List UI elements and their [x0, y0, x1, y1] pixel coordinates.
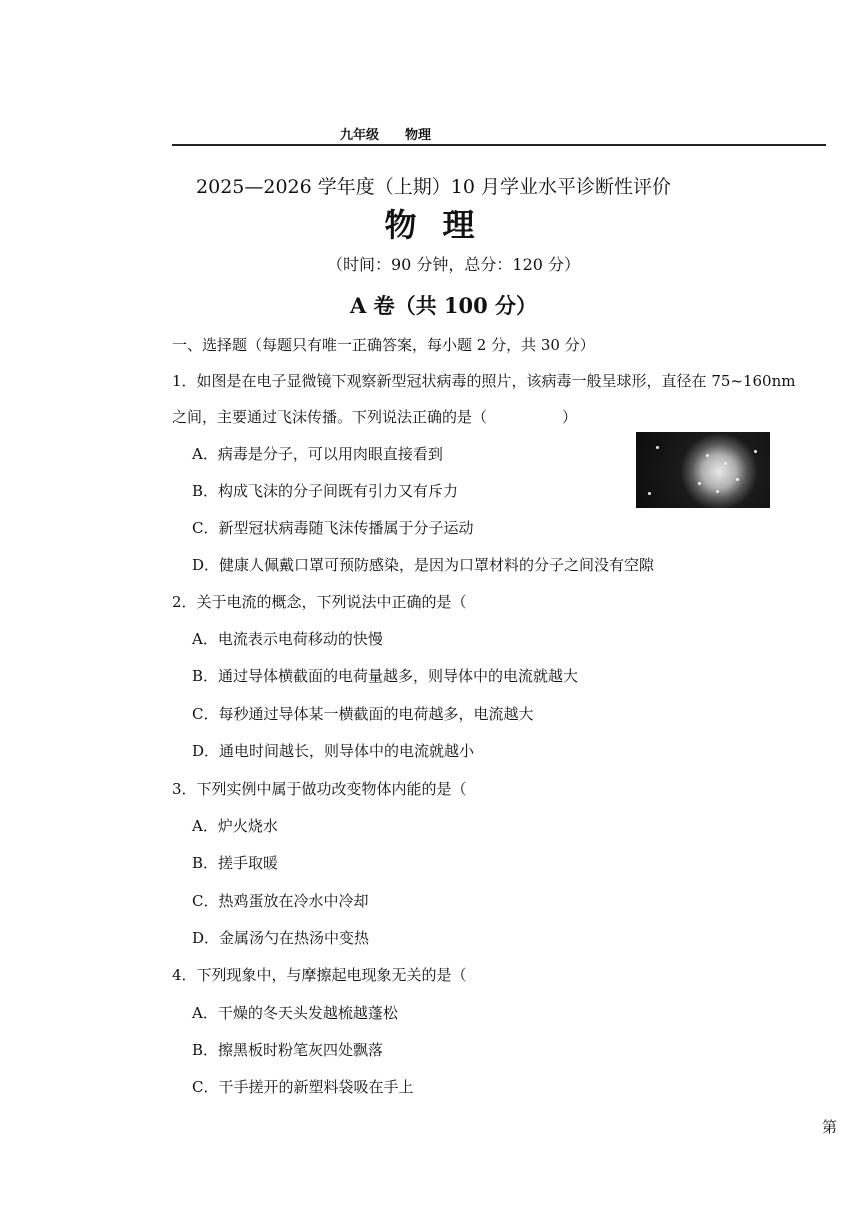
question-1-stem-cont: 之间，主要通过飞沫传播。下列说法正确的是（ ）: [172, 408, 578, 426]
question-2-option-a: A．电流表示电荷移动的快慢: [192, 630, 383, 648]
question-2-option-d: D．通电时间越长，则导体中的电流就越小: [192, 742, 475, 760]
question-1-option-b: B．构成飞沫的分子间既有引力又有斥力: [192, 482, 459, 500]
question-1-option-d: D．健康人佩戴口罩可预防感染，是因为口罩材料的分子之间没有空隙: [192, 556, 655, 574]
question-3-option-b: B．搓手取暖: [192, 854, 279, 872]
page-number-fragment: 第: [822, 1118, 838, 1136]
question-4-option-a: A．干燥的冬天头发越梳越蓬松: [192, 1004, 398, 1022]
question-4-option-b: B．擦黑板时粉笔灰四处飘落: [192, 1041, 384, 1059]
subject-title: 物理: [384, 206, 501, 244]
question-4-option-c: C．干手搓开的新塑料袋吸在手上: [192, 1078, 414, 1096]
question-2-option-c: C．每秒通过导体某一横截面的电荷越多，电流越大: [192, 705, 534, 723]
question-3-option-a: A．炉火烧水: [192, 817, 278, 835]
question-3-stem: 3．下列实例中属于做功改变物体内能的是（: [172, 780, 467, 798]
question-2-stem: 2．关于电流的概念，下列说法中正确的是（: [172, 593, 467, 611]
time-info: （时间：90 分钟，总分：120 分）: [326, 255, 581, 274]
question-1-stem: 1．如图是在电子显微镜下观察新型冠状病毒的照片，该病毒一般呈球形，直径在 75~160nm: [172, 372, 796, 390]
header-rule: [172, 144, 826, 146]
question-3-option-c: C．热鸡蛋放在冷水中冷却: [192, 892, 369, 910]
question-2-option-b: B．通过导体横截面的电荷量越多，则导体中的电流就越大: [192, 667, 579, 685]
question-4-stem: 4．下列现象中，与摩擦起电现象无关的是（: [172, 966, 467, 984]
question-3-option-d: D．金属汤勺在热汤中变热: [192, 929, 370, 947]
question-1-option-a: A．病毒是分子，可以用肉眼直接看到: [192, 445, 443, 463]
question-1-option-c: C．新型冠状病毒随飞沫传播属于分子运动: [192, 519, 474, 537]
virus-micrograph-image: [636, 432, 770, 508]
exam-title: 2025—2026 学年度（上期）10 月学业水平诊断性评价: [196, 176, 671, 198]
part1-heading: 一、选择题（每题只有唯一正确答案，每小题 2 分，共 30 分）: [172, 336, 595, 354]
section-title: A 卷（共 100 分）: [349, 293, 538, 318]
header-grade-subject: 九年级 物理: [340, 128, 432, 143]
